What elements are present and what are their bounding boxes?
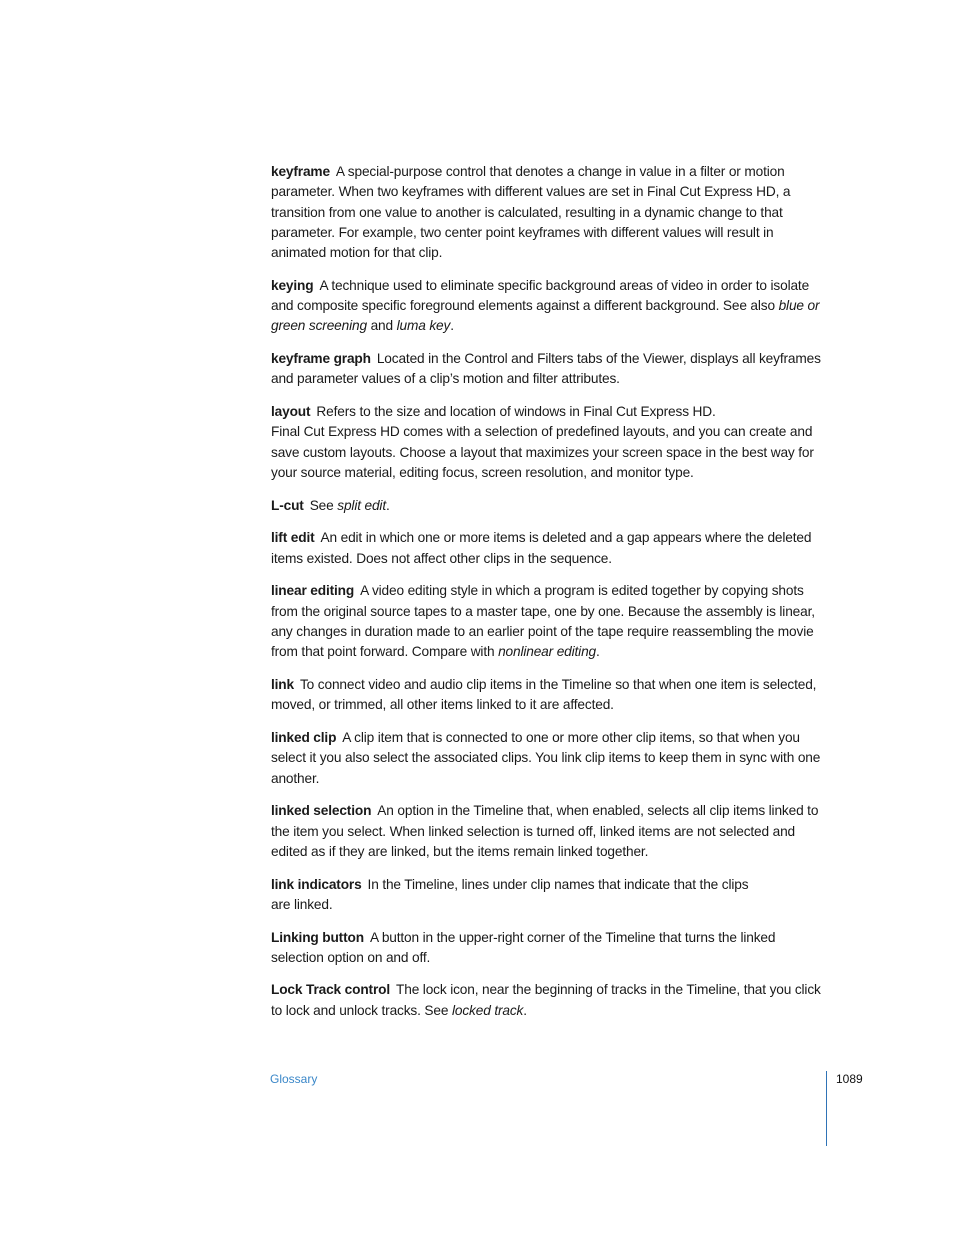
definition-text: See	[309, 497, 338, 513]
footer-divider	[826, 1071, 827, 1146]
definition-text: An edit in which one or more items is deleted and a gap appears where the deleted items existed. Does not affect other clips in the sequence.	[271, 530, 812, 566]
glossary-term: L-cut	[271, 497, 304, 513]
definition-text: and	[366, 318, 397, 334]
glossary-term: keyframe graph	[271, 351, 371, 367]
definition-text: are linked.	[271, 896, 333, 912]
glossary-entry	[271, 162, 827, 263]
glossary-term: Linking button	[271, 929, 364, 945]
definition-text: Final Cut Express HD comes with a selection of predefined layouts, and you can create and save custom layouts. Choose a layout that maximizes your screen space in the best way for your source material, editing focus, screen resolution, and monitor type.	[271, 424, 814, 481]
glossary-entry	[271, 980, 827, 1021]
glossary-term: link indicators	[271, 876, 362, 892]
definition-text: .	[523, 1002, 527, 1018]
glossary-term: keyframe	[271, 164, 330, 179]
cross-reference: luma key	[396, 318, 451, 334]
definition-text: Located in the Control and Filters tabs of the Viewer, displays all keyframes and parameter values of a clip’s motion and filter attributes.	[271, 351, 821, 387]
glossary-entry	[271, 496, 827, 516]
definition-text: A button in the upper-right corner of the Timeline that turns the linked selection option on and off.	[271, 929, 776, 965]
glossary-term: linked clip	[271, 729, 337, 745]
definition-text: The lock icon, near the beginning of tracks in the Timeline, that you click to lock and unlock tracks. See	[271, 982, 821, 1018]
glossary-entry	[271, 276, 827, 337]
glossary-term: layout	[271, 404, 311, 420]
glossary-entry	[271, 928, 827, 969]
glossary-term: link	[271, 676, 294, 692]
glossary-term: Lock Track control	[271, 982, 391, 998]
cross-reference: blue or green screening	[271, 298, 820, 334]
definition-text: A clip item that is connected to one or more other clip items, so that when you select it you also select the associated clips. You link clip items to keep them in sync with one another.	[271, 729, 821, 786]
definition-text: Refers to the size and location of windows in Final Cut Express HD.	[316, 404, 716, 420]
definition-text: A special-purpose control that denotes a change in value in a filter or motion parameter. When two keyframes with different values are set in Final Cut Express HD, a transition from one value to another is calculated, resulting in a dynamic change to that parameter. For example, two center point keyframes with different values will result in animated motion for that clip.	[271, 164, 791, 261]
cross-reference: locked track	[452, 1002, 524, 1018]
glossary-term: keying	[271, 277, 314, 293]
glossary-term: lift edit	[271, 530, 315, 546]
glossary-term: linked selection	[271, 803, 372, 819]
cross-reference: nonlinear editing	[498, 644, 596, 660]
glossary-entries	[271, 162, 827, 1033]
definition-text: A technique used to eliminate specific background areas of video in order to isolate and composite specific foreground elements against a different background. See also	[271, 277, 810, 314]
footer-section-link[interactable]: Glossary	[270, 1072, 318, 1086]
glossary-entry	[271, 728, 827, 789]
glossary-entry	[271, 349, 827, 390]
glossary-entry	[271, 528, 827, 569]
definition-text: To connect video and audio clip items in the Timeline so that when one item is selected, moved, or trimmed, all other items linked to it are affected.	[271, 676, 817, 713]
glossary-entry	[271, 402, 827, 483]
cross-reference: split edit	[337, 497, 386, 513]
glossary-entry	[271, 675, 827, 716]
glossary-term: linear editing	[271, 583, 355, 599]
glossary-entry	[271, 581, 827, 662]
definition-text: .	[596, 644, 600, 660]
definition-text: In the Timeline, lines under clip names that indicate that the clips	[367, 876, 749, 892]
page-number: 1089	[836, 1072, 863, 1086]
definition-text: .	[450, 318, 454, 334]
definition-text: A video editing style in which a program is edited together by copying shots from the original source tapes to a master tape, one by one. Because the assembly is linear, any changes in duration made to an earlier point of the tape require reassembling the movie from that point forward. Compare with	[271, 583, 815, 660]
glossary-entry	[271, 875, 827, 916]
definition-text: An option in the Timeline that, when enabled, selects all clip items linked to the item you select. When linked selection is turned off, linked items are not selected and edited as if they are linked, but the items remain linked together.	[271, 803, 819, 859]
glossary-entry	[271, 801, 827, 862]
definition-text: .	[385, 497, 390, 513]
